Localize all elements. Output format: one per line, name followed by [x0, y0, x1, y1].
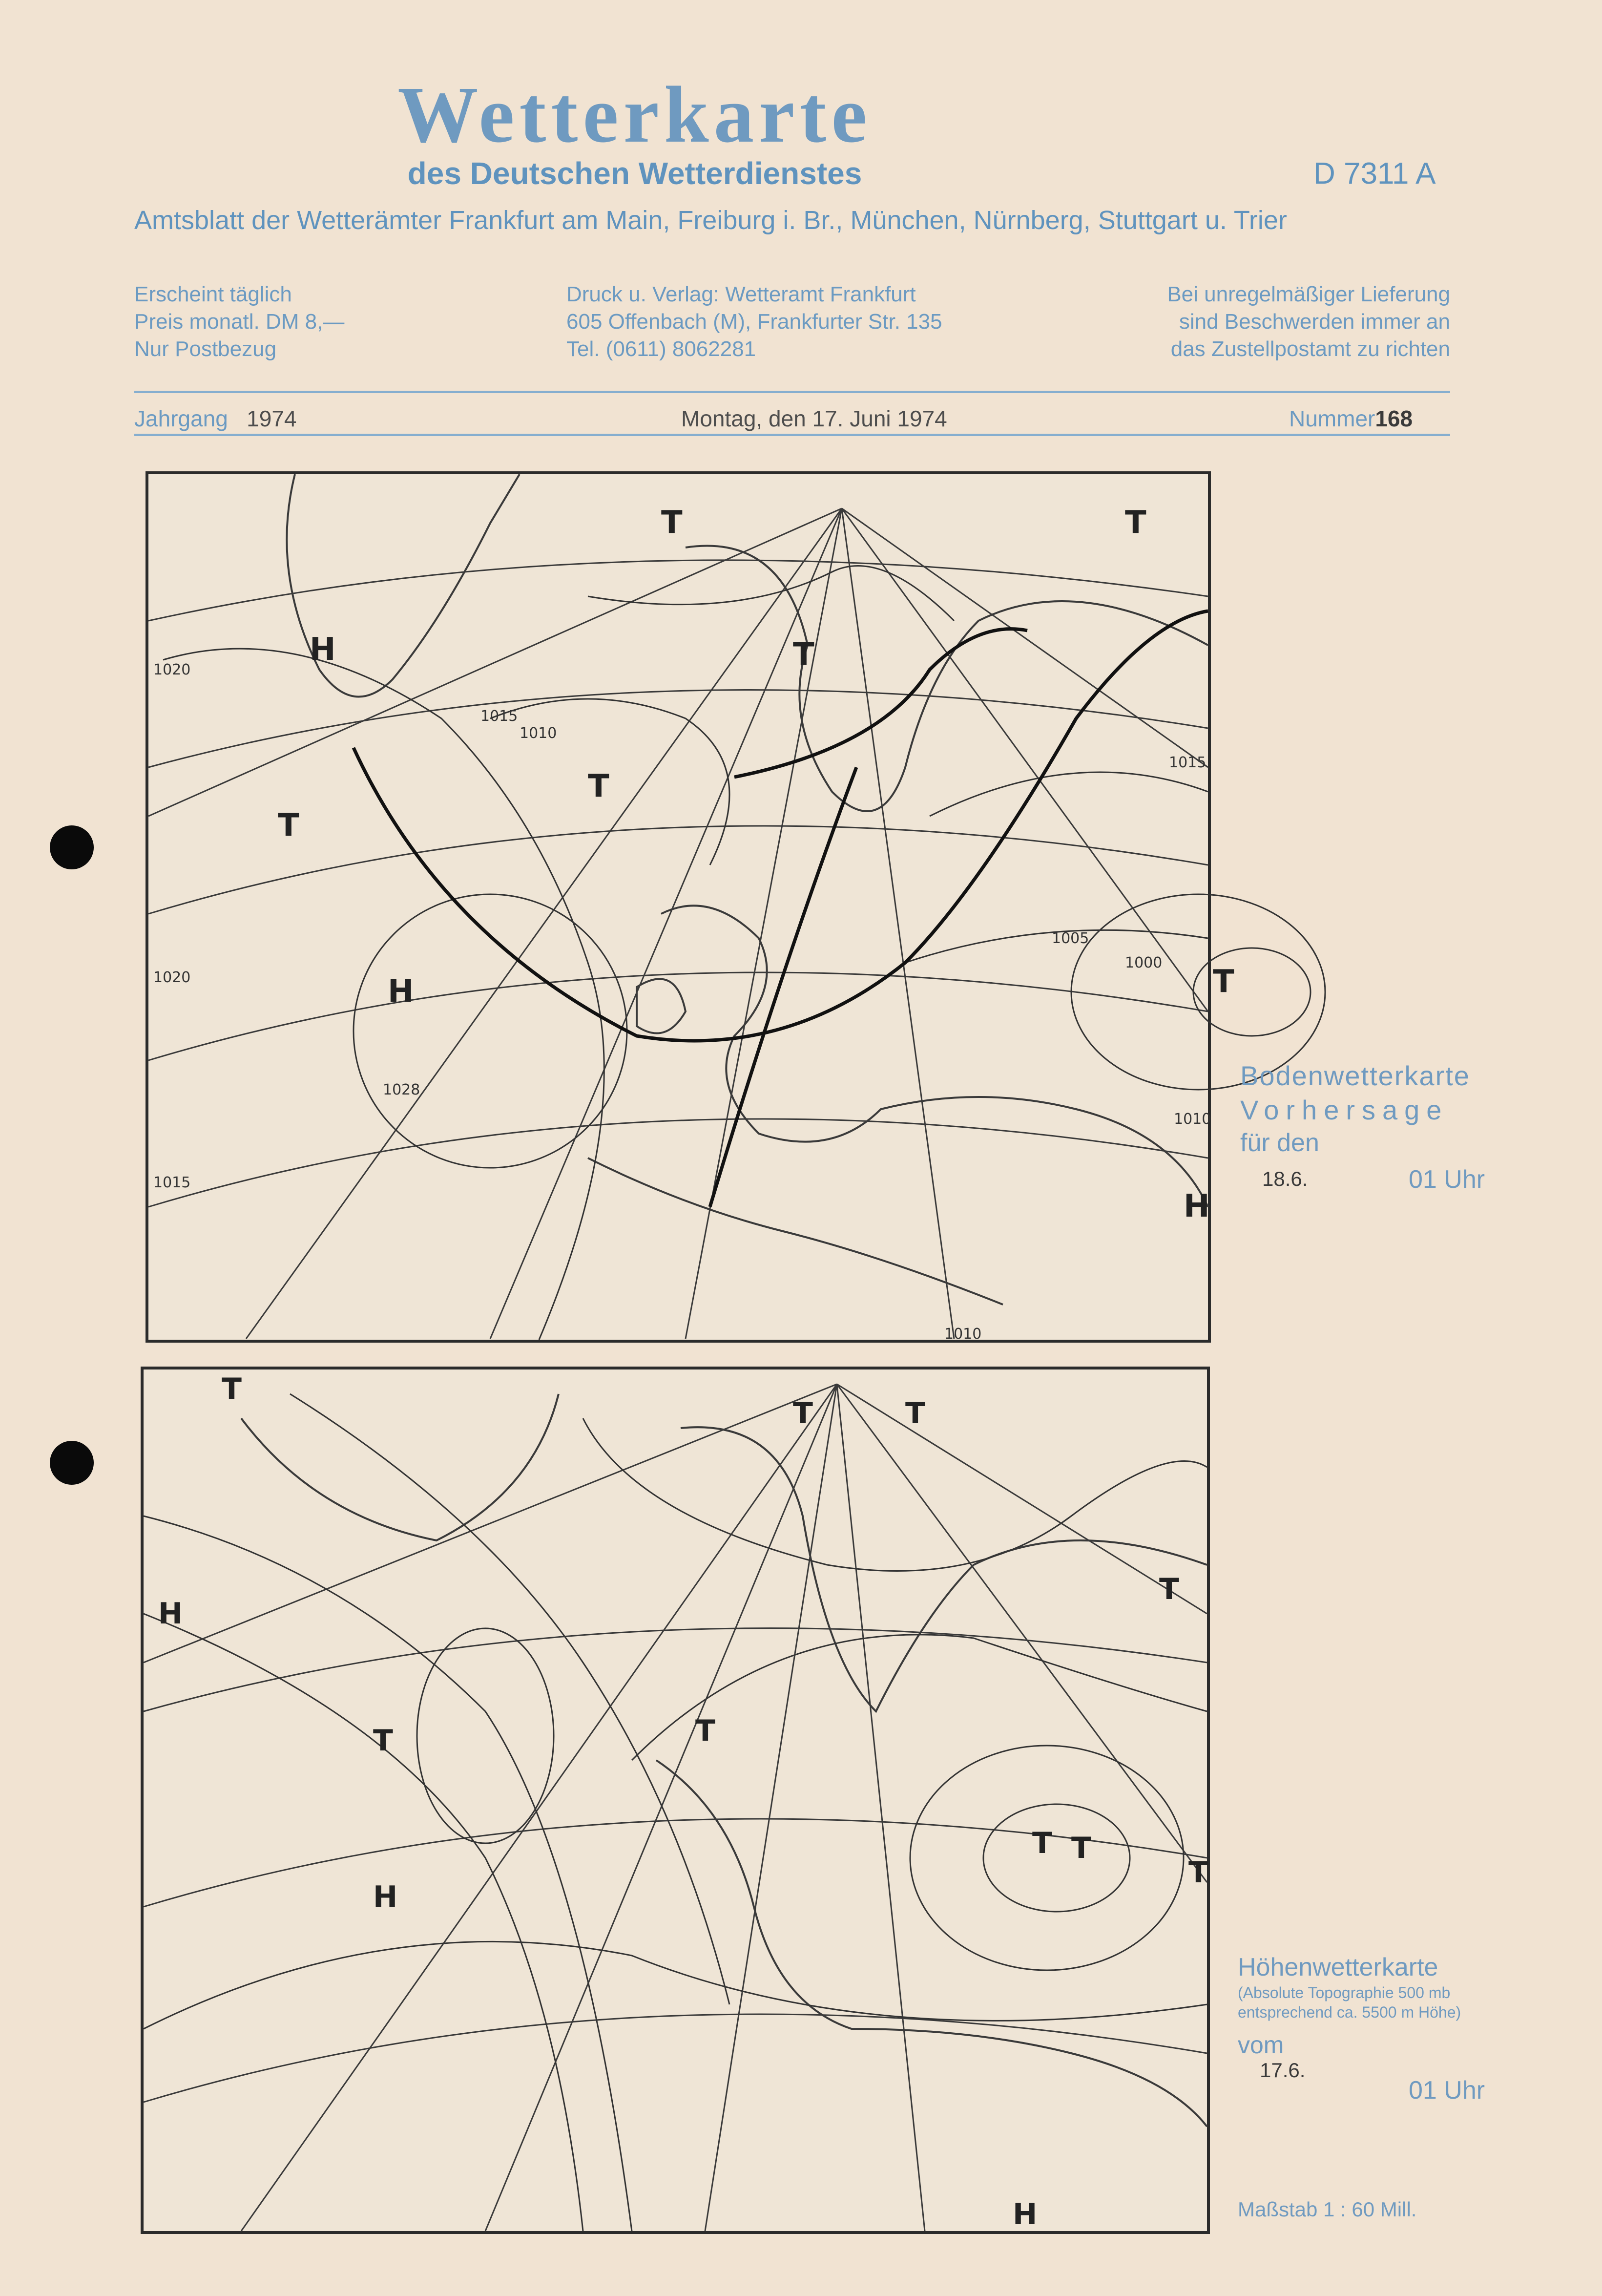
- coastline-british-isles: [637, 979, 686, 1033]
- issue-date: Montag, den 17. Juni 1974: [681, 406, 947, 431]
- coastline-mediterranean: [588, 1158, 1003, 1305]
- surface-date: 18.6.: [1262, 1167, 1308, 1190]
- latitude-line: [144, 1628, 1207, 1711]
- map-scale: Maßstab 1 : 60 Mill.: [1238, 2198, 1417, 2221]
- jahrgang-value: 1974: [247, 406, 297, 431]
- info-right: [1138, 281, 1450, 363]
- divider-bottom: [134, 434, 1450, 436]
- latitude-line: [148, 1119, 1208, 1207]
- meridian-line: [837, 1384, 925, 2231]
- isobar-value: 1015: [153, 1174, 191, 1191]
- coastline-greenland: [241, 1394, 559, 1540]
- meridian-line: [842, 508, 1208, 1011]
- height-contour: [583, 1418, 1207, 1571]
- upper-caption-line2: (Absolute Topographie 500 mb: [1238, 1984, 1451, 2001]
- latitude-line: [148, 826, 1208, 914]
- upper-label-t: T: [905, 1396, 925, 1431]
- meridian-line: [241, 1384, 837, 2231]
- info-center-line: Druck u. Verlag: Wetteramt Frankfurt: [566, 282, 916, 306]
- upper-label-h: H: [373, 1880, 398, 1914]
- height-contour: [632, 1635, 1207, 1760]
- front-line: [710, 767, 856, 1207]
- height-contour-low: [417, 1628, 554, 1843]
- isobar-low: [1193, 948, 1311, 1036]
- punch-hole: [50, 825, 94, 869]
- jahrgang: [134, 405, 297, 432]
- upper-label-t: T: [1188, 1855, 1208, 1890]
- pressure-label-t: T: [588, 768, 609, 804]
- meridian-line: [705, 1384, 837, 2231]
- pressure-label-t: T: [1125, 505, 1146, 541]
- isobar: [163, 649, 604, 1340]
- isobar-value: 1020: [153, 969, 191, 986]
- pressure-label-h: H: [388, 973, 414, 1010]
- latitude-line: [144, 2014, 1207, 2102]
- meridian-line: [842, 508, 954, 1339]
- isobar-value: 1010: [520, 725, 557, 742]
- info-center: [566, 281, 942, 363]
- info-left: [134, 281, 344, 363]
- info-right-line: Bei unregelmäßiger Lieferung: [1167, 282, 1450, 306]
- info-left-line: Nur Postbezug: [134, 337, 277, 361]
- amtsblatt-line: Amtsblatt der Wetterämter Frankfurt am Main, Freiburg i. Br., München, Nürnberg, Stuttgart u. Trier: [134, 206, 1287, 235]
- surface-weather-map: [146, 471, 1234, 1343]
- isobar-value: 1000: [1125, 954, 1163, 971]
- surface-time: 01 Uhr: [1409, 1165, 1485, 1194]
- upper-label-t: T: [793, 1396, 813, 1431]
- upper-label-t: T: [222, 1372, 242, 1406]
- latitude-line: [148, 560, 1208, 621]
- info-center-line: 605 Offenbach (M), Frankfurter Str. 135: [566, 310, 942, 334]
- upper-map-drawing: [144, 1369, 1207, 2231]
- surface-map-drawing: [148, 474, 1234, 1343]
- coastline-europe: [656, 1760, 1207, 2127]
- surface-caption-forecast: Vorhersage: [1240, 1095, 1449, 1125]
- nummer: [1289, 405, 1413, 432]
- height-contour: [144, 1614, 583, 2231]
- meridian-line: [837, 1384, 1207, 1882]
- upper-label-h: H: [1013, 2197, 1038, 2232]
- pressure-label-t: T: [793, 636, 814, 673]
- upper-caption-from: vom: [1238, 2031, 1284, 2059]
- pressure-label-t: T: [1213, 964, 1234, 1000]
- info-right-line: sind Beschwerden immer an: [1179, 310, 1450, 334]
- height-contour-low: [983, 1804, 1130, 1912]
- surface-caption-title: Bodenwetterkarte: [1240, 1060, 1470, 1091]
- isobar-value: 1010: [1174, 1111, 1211, 1128]
- pressure-label-h: H: [1184, 1188, 1210, 1224]
- publication-code: D 7311 A: [1313, 157, 1436, 190]
- info-left-line: Preis monatl. DM 8,—: [134, 310, 345, 334]
- upper-label-h: H: [158, 1597, 183, 1631]
- divider-top: [134, 391, 1450, 393]
- isobar-value: 1015: [1169, 754, 1207, 771]
- isobar: [930, 772, 1208, 816]
- upper-label-t: T: [373, 1724, 393, 1758]
- surface-caption-for: für den: [1240, 1129, 1319, 1157]
- upper-label-t: T: [1032, 1826, 1052, 1860]
- isobar-value: 1005: [1052, 930, 1089, 947]
- upper-label-t: T: [695, 1714, 715, 1748]
- meridian-line: [837, 1384, 1207, 1614]
- info-center-line: Tel. (0611) 8062281: [566, 337, 756, 361]
- info-left-line: Erscheint täglich: [134, 282, 292, 306]
- upper-air-map: [141, 1367, 1210, 2234]
- latitude-line: [148, 972, 1208, 1060]
- latitude-line: [148, 690, 1208, 767]
- upper-label-t: T: [1071, 1831, 1091, 1865]
- isobar-value: 1015: [480, 708, 518, 725]
- upper-date: 17.6.: [1260, 2059, 1306, 2082]
- newspaper-title: Wetterkarte: [397, 70, 872, 159]
- punch-hole: [50, 1441, 94, 1485]
- pressure-label-h: H: [310, 632, 336, 668]
- upper-caption-title: Höhenwetterkarte: [1238, 1953, 1438, 1981]
- nummer-label: Nummer: [1289, 406, 1375, 431]
- isobar: [588, 566, 954, 621]
- nummer-value: 168: [1375, 406, 1413, 431]
- upper-label-t: T: [1159, 1572, 1179, 1606]
- pressure-label-t: T: [278, 807, 299, 843]
- info-right-line: das Zustellpostamt zu richten: [1170, 337, 1450, 361]
- jahrgang-label: Jahrgang: [134, 406, 228, 431]
- meridian-line: [686, 508, 842, 1339]
- newspaper-subtitle: des Deutschen Wetterdienstes: [407, 156, 862, 191]
- coastline-europe: [661, 906, 1208, 1207]
- meridian-line: [485, 1384, 837, 2231]
- isobar: [490, 699, 729, 865]
- pressure-label-t: T: [661, 505, 683, 541]
- upper-caption-line3: entsprechend ca. 5500 m Höhe): [1238, 2003, 1461, 2021]
- height-contour: [144, 1516, 632, 2231]
- isobar-value: 1028: [383, 1081, 420, 1098]
- meridian-line: [490, 508, 842, 1339]
- isobar-value: 1020: [153, 661, 191, 678]
- meridian-line: [148, 508, 842, 816]
- isobar-value: 1010: [944, 1326, 982, 1343]
- upper-time: 01 Uhr: [1409, 2076, 1485, 2105]
